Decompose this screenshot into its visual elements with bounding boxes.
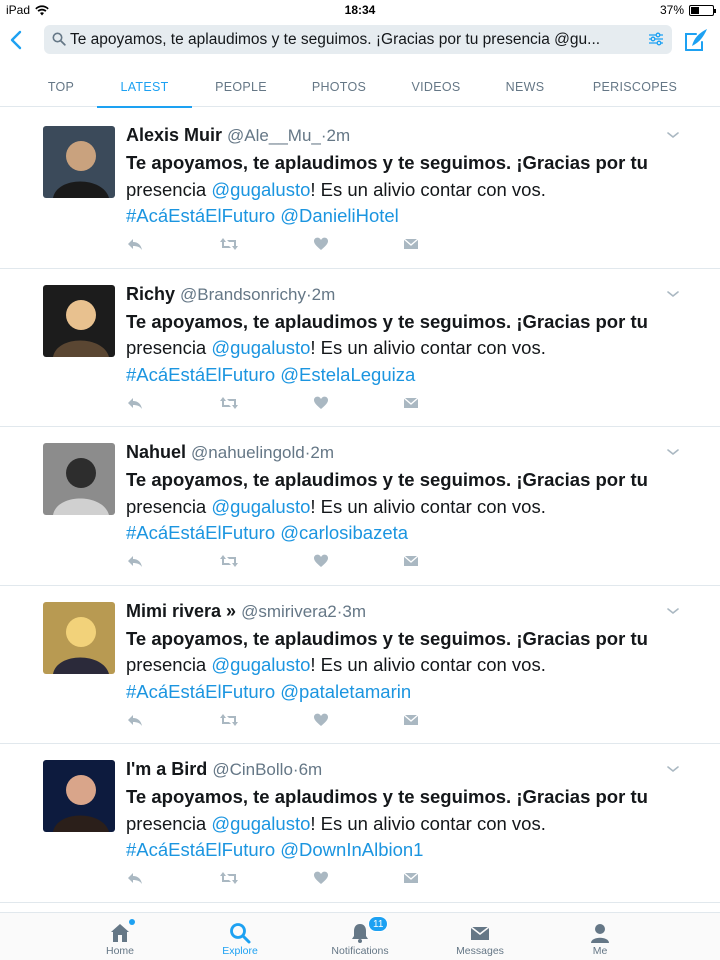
- home-icon: [108, 921, 132, 945]
- compose-icon: [682, 26, 710, 54]
- heart-icon[interactable]: [313, 870, 329, 886]
- tweet-header: [126, 601, 366, 622]
- tab-label: TOP: [47, 80, 75, 94]
- tweet-text: [126, 150, 686, 230]
- avatar-image: [43, 760, 115, 832]
- tweet-text: [126, 626, 686, 706]
- tweet-card[interactable]: [0, 427, 720, 586]
- author-handle[interactable]: @Ale__Mu_: [227, 126, 321, 145]
- tweet-age: 3m: [342, 601, 367, 621]
- heart-icon[interactable]: [313, 395, 329, 411]
- tweet-age: 6m: [298, 760, 323, 779]
- hashtag-link[interactable]: #AcáEstáElFuturo: [126, 205, 276, 226]
- retweet-icon[interactable]: [219, 870, 239, 886]
- tweet-actions: [126, 395, 426, 411]
- avatar-image: [43, 126, 115, 198]
- chevron-down-icon[interactable]: [666, 130, 680, 140]
- tweet-header: [126, 442, 334, 463]
- device-name: iPad: [6, 3, 31, 17]
- avatar[interactable]: [43, 760, 115, 832]
- filter-icon[interactable]: [648, 32, 664, 46]
- tweet-text-segment: ! Es un alivio contar con vos.: [310, 495, 546, 517]
- back-button[interactable]: [6, 26, 28, 54]
- tab-label: LATEST: [120, 80, 169, 94]
- reply-icon[interactable]: [126, 870, 144, 886]
- separator-dot: ·: [305, 284, 312, 304]
- mention-link[interactable]: @DanieliHotel: [280, 205, 399, 226]
- nav-messages[interactable]: [430, 913, 530, 960]
- tab-label: PEOPLE: [215, 80, 267, 94]
- mention-link[interactable]: @gugalusto: [211, 812, 311, 834]
- tab-periscopes[interactable]: [580, 62, 690, 107]
- author-name[interactable]: Nahuel: [126, 442, 187, 462]
- avatar[interactable]: [43, 126, 115, 198]
- tweet-age: 2m: [326, 126, 351, 145]
- retweet-icon[interactable]: [219, 553, 239, 569]
- tweet-card[interactable]: [0, 269, 720, 428]
- nav-home-label: Home: [105, 945, 134, 957]
- hashtag-link[interactable]: #AcáEstáElFuturo: [126, 680, 276, 702]
- envelope-icon[interactable]: [403, 395, 419, 411]
- tweet-card[interactable]: [0, 110, 720, 269]
- tweet-feed: [0, 110, 720, 903]
- person-icon: [588, 921, 612, 945]
- tweet-age: 2m: [311, 284, 336, 304]
- battery-percent: 37%: [659, 3, 684, 17]
- separator-dot: ·: [320, 126, 327, 145]
- tweet-text-segment: ! Es un alivio contar con vos.: [310, 654, 546, 675]
- tab-news[interactable]: [495, 62, 555, 107]
- tweet-text: [126, 309, 686, 389]
- author-handle[interactable]: @Brandsonrichy: [180, 284, 306, 304]
- home-unread-dot: [129, 919, 135, 925]
- chevron-down-icon[interactable]: [666, 764, 680, 774]
- tab-videos[interactable]: [402, 62, 470, 107]
- tweet-actions: [126, 870, 426, 886]
- author-handle[interactable]: @smirivera2: [241, 601, 337, 621]
- chevron-down-icon[interactable]: [666, 447, 680, 457]
- tab-label: PERISCOPES: [592, 80, 678, 94]
- author-handle[interactable]: @nahuelingold: [191, 443, 305, 462]
- tweet-text-segment: presencia: [126, 495, 212, 517]
- tweet-actions: [126, 553, 426, 569]
- compose-button[interactable]: [682, 26, 710, 54]
- tweet-actions: [126, 236, 426, 252]
- notifications-badge: 11: [368, 916, 388, 932]
- tab-label: PHOTOS: [311, 80, 367, 94]
- tweet-text-segment: ! Es un alivio contar con vos.: [310, 178, 546, 200]
- avatar-image: [43, 443, 115, 515]
- search-query: Te apoyamos, te aplaudimos y te seguimos. ¡Gracias por tu presencia @gu...: [70, 31, 601, 48]
- nav-explore-label: Explore: [222, 945, 258, 957]
- search-input[interactable]: [44, 25, 672, 54]
- tab-people[interactable]: [205, 62, 277, 107]
- mention-link[interactable]: @gugalusto: [211, 337, 311, 358]
- heart-icon[interactable]: [313, 712, 329, 728]
- tweet-header: [126, 759, 322, 780]
- search-icon: [52, 32, 66, 46]
- mention-link[interactable]: @EstelaLeguiza: [280, 363, 416, 385]
- tab-top[interactable]: [36, 62, 86, 107]
- tweet-card[interactable]: [0, 744, 720, 903]
- mention-link[interactable]: @gugalusto: [211, 495, 311, 517]
- tweet-text-line: Te apoyamos, te aplaudimos y te seguimos. ¡Gracias por tu: [126, 310, 648, 332]
- battery-fill: [691, 7, 699, 14]
- nav-me[interactable]: [550, 913, 650, 960]
- tweet-text-segment: ! Es un alivio contar con vos.: [310, 812, 546, 834]
- tab-label: VIDEOS: [411, 80, 461, 94]
- envelope-icon[interactable]: [403, 712, 419, 728]
- nav-notifications[interactable]: [310, 913, 410, 960]
- bottom-nav: [0, 912, 720, 960]
- retweet-icon[interactable]: [219, 712, 239, 728]
- separator-dot: ·: [336, 601, 343, 621]
- avatar[interactable]: [43, 602, 115, 674]
- avatar[interactable]: [43, 285, 115, 357]
- mention-link[interactable]: @pataletamarin: [280, 680, 412, 702]
- hashtag-link[interactable]: #AcáEstáElFuturo: [126, 839, 276, 860]
- tweet-card[interactable]: [0, 586, 720, 745]
- nav-home[interactable]: [70, 913, 170, 960]
- mention-link[interactable]: @gugalusto: [211, 654, 311, 675]
- nav-messages-label: Messages: [456, 945, 504, 957]
- nav-notifications-label: Notifications: [331, 945, 389, 957]
- retweet-icon[interactable]: [219, 395, 239, 411]
- envelope-icon: [468, 921, 492, 945]
- battery-icon: [689, 5, 714, 16]
- tweet-header: [126, 284, 335, 305]
- author-handle[interactable]: @CinBollo: [212, 760, 293, 779]
- heart-icon[interactable]: [313, 553, 329, 569]
- hashtag-link[interactable]: #AcáEstáElFuturo: [126, 363, 276, 385]
- separator-dot: ·: [292, 760, 299, 779]
- tweet-text: [126, 467, 686, 547]
- tweet-text-line: Te apoyamos, te aplaudimos y te seguimos. ¡Gracias por tu: [126, 627, 648, 649]
- reply-icon[interactable]: [126, 236, 144, 252]
- tweet-age: 2m: [310, 443, 335, 462]
- status-time: 18:34: [344, 3, 376, 17]
- tweet-text-segment: presencia: [126, 812, 212, 834]
- heart-icon[interactable]: [313, 236, 329, 252]
- retweet-icon[interactable]: [219, 236, 239, 252]
- tweet-header: [126, 125, 350, 146]
- tab-label: NEWS: [505, 80, 545, 94]
- tab-latest[interactable]: [97, 62, 192, 107]
- reply-icon[interactable]: [126, 395, 144, 411]
- avatar-image: [43, 602, 115, 674]
- search-icon: [228, 921, 252, 945]
- search-header: [0, 20, 720, 60]
- avatar-image: [43, 285, 115, 357]
- reply-icon[interactable]: [126, 553, 144, 569]
- chevron-down-icon[interactable]: [666, 606, 680, 616]
- nav-me-label: Me: [592, 945, 608, 957]
- author-name[interactable]: Richy: [126, 283, 176, 304]
- separator-dot: ·: [304, 443, 311, 462]
- author-name[interactable]: I'm a Bird: [126, 759, 208, 779]
- tweet-text-segment: presencia: [126, 178, 212, 200]
- hashtag-link[interactable]: #AcáEstáElFuturo: [126, 522, 276, 543]
- chevron-left-icon: [6, 26, 28, 54]
- tweet-text-segment: presencia: [126, 337, 212, 358]
- tweet-text-segment: presencia: [126, 654, 212, 675]
- envelope-icon[interactable]: [403, 553, 419, 569]
- tweet-text-line: Te apoyamos, te aplaudimos y te seguimos. ¡Gracias por tu: [126, 469, 648, 490]
- author-name[interactable]: Alexis Muir: [126, 125, 223, 145]
- tweet-text-line: Te apoyamos, te aplaudimos y te seguimos. ¡Gracias por tu: [126, 786, 648, 807]
- status-bar: [0, 0, 720, 20]
- tweet-actions: [126, 712, 426, 728]
- envelope-icon[interactable]: [403, 870, 419, 886]
- chevron-down-icon[interactable]: [666, 289, 680, 299]
- envelope-icon[interactable]: [403, 236, 419, 252]
- tab-photos[interactable]: [302, 62, 376, 107]
- mention-link[interactable]: @carlosibazeta: [280, 522, 409, 543]
- search-tabs: [0, 62, 720, 107]
- nav-explore[interactable]: [190, 913, 290, 960]
- avatar[interactable]: [43, 443, 115, 515]
- tweet-text-line: Te apoyamos, te aplaudimos y te seguimos. ¡Gracias por tu: [126, 152, 648, 173]
- author-name[interactable]: Mimi rivera »: [126, 600, 237, 621]
- reply-icon[interactable]: [126, 712, 144, 728]
- mention-link[interactable]: @DownInAlbion1: [280, 839, 424, 860]
- tweet-text: [126, 784, 686, 864]
- tweet-text-segment: ! Es un alivio contar con vos.: [310, 337, 546, 358]
- mention-link[interactable]: @gugalusto: [211, 178, 311, 200]
